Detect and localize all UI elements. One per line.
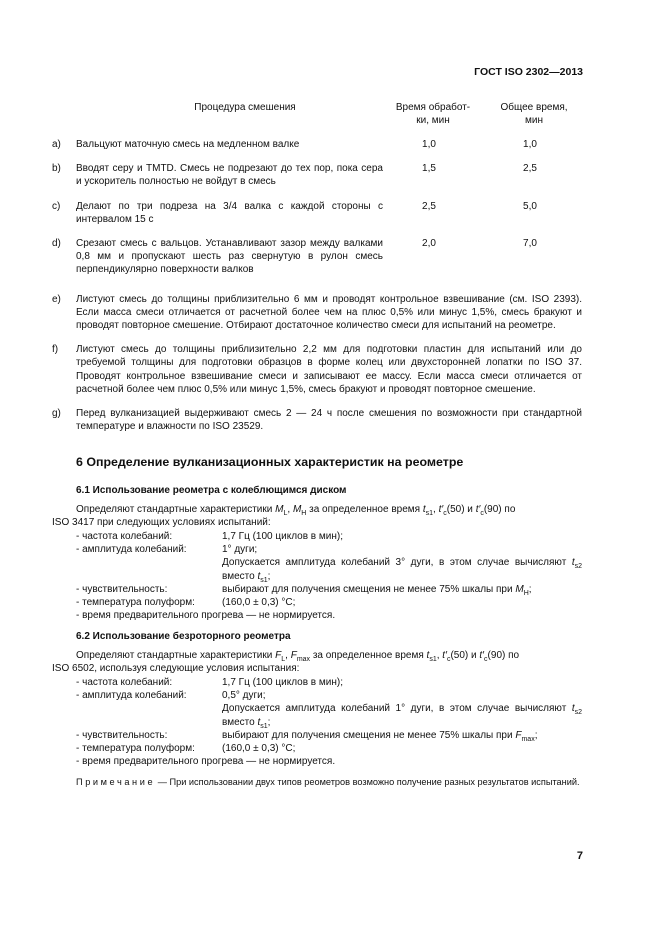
subsection-6-2-conditions: [76, 676, 582, 768]
column-header-procedure: Процедура смешения: [194, 102, 296, 113]
item-text: Перед вулканизацией выдерживают смесь 2 — 24 ч после смешения по возможности при стандартной температуре и влажности по ISO 23529.: [76, 408, 582, 433]
row-letter: d): [52, 238, 61, 250]
row-text: Вальцуют маточную смесь на медленном валке: [76, 139, 300, 150]
note: [52, 776, 582, 789]
list-item: [52, 343, 582, 396]
column-header-total-line1: Общее время,: [500, 102, 568, 113]
list-item: - чувствительность: выбирают для получения смещения не менее 75% шкалы при $M_H$;: [76, 583, 532, 597]
item-letter: f): [52, 344, 59, 356]
list-item: - температура полуформ: (160,0 ± 0,3) °С;: [76, 597, 296, 609]
subsection-6-1-conditions: [76, 530, 582, 622]
list-item: - чувствительность: выбирают для получения смещения не менее 75% шкалы при $F_{max}$;: [76, 729, 538, 743]
row-text: Вводят серу и TMTD. Смесь не подрезают до тех пор, пока сера и ускоритель полностью не войдут в смесь: [76, 163, 383, 188]
row-text: Срезают смесь с вальцов. Устанавливают зазор между валками 0,8 мм и пропускают шесть раз свернутую в рулон смесь перпендикулярно поверхности валков: [76, 238, 383, 276]
mixing-procedure: [52, 138, 582, 444]
row-total: 1,0: [523, 139, 537, 150]
subsection-6-1-intro: Определяют стандартные характеристики $M_L$, $M_H$ за определенное время $t_{s1}$, $t'_c(50)$ и $t'_c(90)$ по: [76, 504, 516, 517]
row-letter: a): [52, 139, 61, 150]
list-item: Допускается амплитуда колебаний 3° дуги, в этом случае вычисляют $t_{s2}$ вместо $t_{s1}$;: [222, 557, 582, 584]
column-header-time-line2: ки, мин: [416, 115, 450, 127]
table-row: [52, 237, 582, 277]
column-header-time-line1: Время обработ-: [395, 102, 471, 113]
page-number: 7: [576, 850, 583, 862]
list-item: [52, 407, 582, 433]
list-item: - амплитуда колебаний: 1° дуги;: [76, 544, 258, 556]
table-row: [52, 138, 582, 151]
column-header-time: [388, 101, 478, 127]
row-total: 5,0: [523, 200, 537, 212]
column-header-total-line2: мин: [525, 115, 543, 127]
item-text: Листуют смесь до толщины приблизительно 6 мм и проводят контрольное взвешивание (см. ISO 2393). Если масса смеси отличается от расчетной более чем на плюс 0,5% или минус 1,5%, смесь бракуют и проводят повторное смешение. Отбирают достаточное количество смеси для испытаний на реометре.: [76, 293, 582, 332]
list-item: [52, 293, 582, 333]
subsection-6-2-intro-cont: ISO 6502, используя следующие условия испытания:: [52, 663, 300, 674]
list-item: - амплитуда колебаний: 0,5° дуги;: [76, 690, 266, 702]
subsection-6-2-intro: Определяют стандартные характеристики $F_L$, $F_{max}$ за определенное время $t_{s1}$, $t'_c(50)$ и $t'_c(90)$ по: [76, 650, 520, 663]
row-time: 2,5: [422, 200, 436, 212]
subsection-6-1-intro-cont: ISO 3417 при следующих условиях испытаний:: [52, 517, 271, 528]
document-code: ГОСТ ISO 2302—2013: [474, 66, 583, 78]
row-letter: b): [52, 163, 61, 175]
list-item: - частота колебаний: 1,7 Гц (100 циклов в мин);: [76, 531, 343, 542]
note-label: Примечание: [76, 777, 156, 787]
list-item: Допускается амплитуда колебаний 1° дуги, в этом случае вычисляют $t_{s2}$ вместо $t_{s1}$;: [222, 703, 582, 730]
item-text: Листуют смесь до толщины приблизительно 2,2 мм для подготовки пластин для испытаний или до требуемой толщины для подготовки образцов в форме колец или двухсторонней лопатки по ISO 37. Проводят контрольное взвешивание смеси и записывают ее массу. Если масса смеси отличается от расчетной более чем плюс 0,5% или минус 1,5%, смесь бракуют и проводят повторное смешение.: [76, 344, 582, 395]
subsection-6-1-heading: 6.1 Использование реометра с колеблющимся диском: [76, 485, 347, 496]
note-text: — При использовании двух типов реометров возможно получение разных результатов испытаний.: [155, 777, 580, 787]
row-time: 1,0: [422, 139, 436, 150]
row-total: 7,0: [523, 238, 537, 250]
row-time: 1,5: [422, 163, 436, 175]
table-row: [52, 162, 582, 188]
row-text: Делают по три подреза на 3/4 валка с каждой стороны с интервалом 15 с: [76, 200, 383, 225]
subsection-6-2-heading: 6.2 Использование безроторного реометра: [76, 631, 291, 642]
row-letter: c): [52, 200, 61, 212]
list-item: - время предварительного прогрева — не нормируется.: [76, 756, 336, 768]
section-6-heading: 6 Определение вулканизационных характеристик на реометре: [76, 455, 464, 469]
item-letter: e): [52, 293, 61, 305]
row-total: 2,5: [523, 163, 537, 175]
list-item: - время предварительного прогрева — не нормируется.: [76, 610, 336, 622]
row-time: 2,0: [422, 238, 436, 250]
list-item: - частота колебаний: 1,7 Гц (100 циклов в мин);: [76, 677, 343, 688]
item-letter: g): [52, 408, 61, 420]
table-row: [52, 200, 582, 226]
list-item: - температура полуформ: (160,0 ± 0,3) °С;: [76, 743, 296, 755]
column-header-total: [490, 101, 578, 127]
